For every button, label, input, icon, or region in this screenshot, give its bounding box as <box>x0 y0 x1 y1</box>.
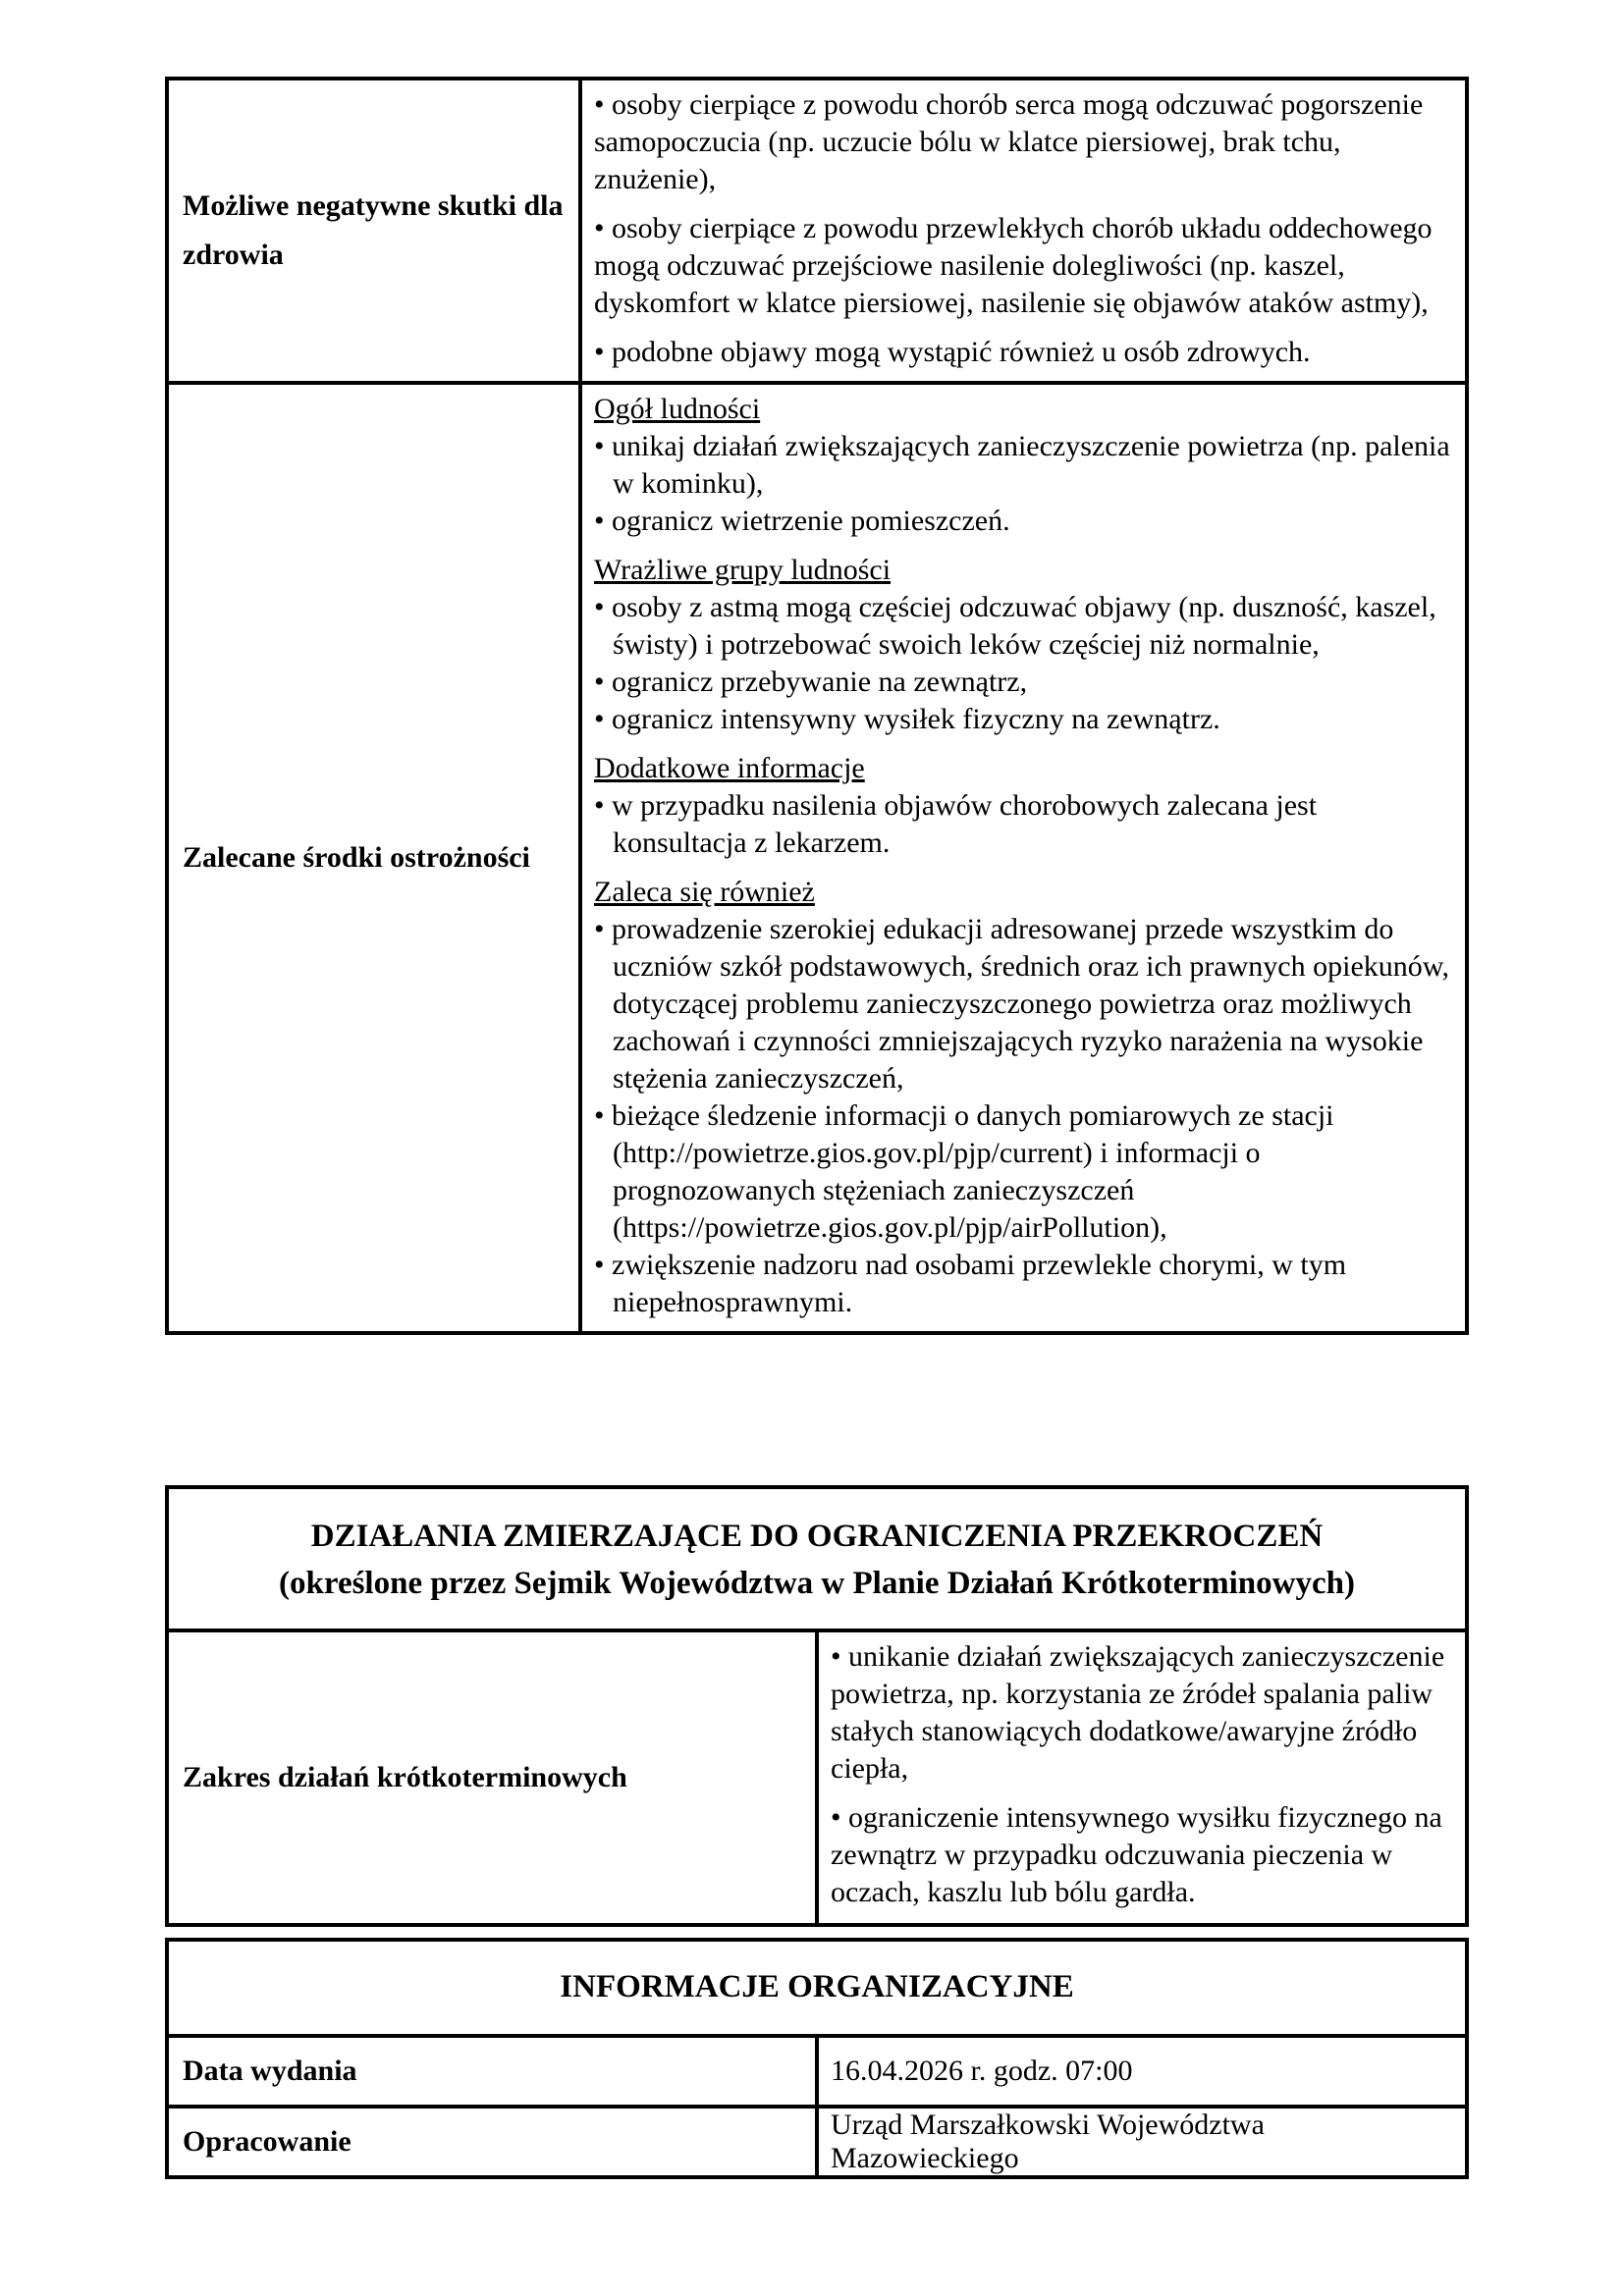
action-item: • ograniczenie intensywnego wysiłku fizycznego na zewnątrz w przypadku odczuwania pieczenia w oczach, kaszlu lub bólu gardła. <box>831 1801 1442 1908</box>
organizational-title: INFORMACJE ORGANIZACYJNE <box>167 1940 1467 2036</box>
actions-title-line2: (określone przez Sejmik Województwa w Planie Działań Krótkoterminowych) <box>279 1566 1355 1601</box>
list-item: • ogranicz wietrzenie pomieszczeń. <box>594 505 1010 537</box>
organizational-header-row <box>167 1940 1467 2036</box>
action-item: • unikanie działań zwiększających zanieczyszczenie powietrza, np. korzystania ze źródeł spalania paliw stałych stanowiących dodatkowe/awaryjne źródło ciepła, <box>831 1640 1445 1785</box>
health-effects-content <box>580 79 1467 383</box>
section-heading: Zaleca się również <box>594 876 815 908</box>
section-heading: Wrażliwe grupy ludności <box>594 554 892 586</box>
section-heading: Ogół ludności <box>594 393 761 425</box>
health-effect-item: • osoby cierpiące z powodu przewlekłych chorób układu oddechowego mogą odczuwać przejściowe nasilenie dolegliwości (np. kaszel, dyskomfort w klatce piersiowej, nasilenie się objawów ataków astmy), <box>594 212 1433 319</box>
list-item: • bieżące śledzenie informacji o danych pomiarowych ze stacji (http://powietrze.gios.gov.pl/pjp/current) i informacji o prognozowanych stężeniach zanieczyszczeń (https://powietrze.gios.gov.pl/pjp/airPollution), <box>594 1099 1334 1244</box>
list-item: • ogranicz intensywny wysiłek fizyczny na zewnątrz. <box>594 703 1220 735</box>
precautions-section-additional <box>594 750 1453 862</box>
precautions-section-general <box>594 391 1453 540</box>
organizational-info-table <box>165 1938 1469 2179</box>
prepared-by-row <box>167 2107 1467 2177</box>
list-item: • osoby z astmą mogą częściej odczuwać objawy (np. duszność, kaszel, świsty) i potrzebować swoich leków częściej niż normalnie, <box>594 591 1436 661</box>
actions-title <box>167 1487 1467 1630</box>
list-item: • unikaj działań zwiększających zanieczyszczenie powietrza (np. palenia w kominku), <box>594 430 1450 500</box>
health-effects-row <box>167 79 1467 383</box>
precautions-row <box>167 383 1467 1333</box>
prepared-by-label: Opracowanie <box>167 2107 817 2177</box>
list-item: • zwiększenie nadzoru nad osobami przewlekle chorymi, w tym niepełnosprawnymi. <box>594 1249 1347 1318</box>
health-effects-table <box>165 77 1469 1335</box>
actions-title-line1: DZIAŁANIA ZMIERZAJĄCE DO OGRANICZENIA PRZEKROCZEŃ <box>310 1519 1324 1554</box>
actions-header-row <box>167 1487 1467 1630</box>
issue-date-value: 16.04.2026 r. godz. 07:00 <box>817 2036 1467 2107</box>
list-item: • w przypadku nasilenia objawów chorobowych zalecana jest konsultacja z lekarzem. <box>594 789 1318 859</box>
actions-table <box>165 1485 1469 1927</box>
short-term-actions-row <box>167 1630 1467 1925</box>
precautions-section-recommended <box>594 874 1453 1321</box>
list-item: • ogranicz przebywanie na zewnątrz, <box>594 666 1028 698</box>
precautions-label: Zalecane środki ostrożności <box>167 383 580 1333</box>
prepared-by-value: Urząd Marszałkowski Województwa Mazowieckiego <box>817 2107 1467 2177</box>
issue-date-row <box>167 2036 1467 2107</box>
health-effect-item: • osoby cierpiące z powodu chorób serca mogą odczuwać pogorszenie samopoczucia (np. uczucie bólu w klatce piersiowej, brak tchu, znużenie), <box>594 88 1424 195</box>
short-term-actions-label: Zakres działań krótkoterminowych <box>167 1630 817 1925</box>
precautions-section-sensitive <box>594 552 1453 738</box>
short-term-actions-content <box>817 1630 1467 1925</box>
health-effects-label: Możliwe negatywne skutki dla zdrowia <box>167 79 580 383</box>
precautions-content <box>580 383 1467 1333</box>
issue-date-label: Data wydania <box>167 2036 817 2107</box>
section-heading: Dodatkowe informacje <box>594 752 865 784</box>
list-item: • prowadzenie szerokiej edukacji adresowanej przede wszystkim do uczniów szkół podstawowych, średnich oraz ich prawnych opiekunów, dotyczącej problemu zanieczyszczonego powietrza oraz możliwych zachowań i czynności zmniejszających ryzyko narażenia na wysokie stężenia zanieczyszczeń, <box>594 913 1449 1095</box>
health-effect-item: • podobne objawy mogą wystąpić również u osób zdrowych. <box>594 336 1311 368</box>
